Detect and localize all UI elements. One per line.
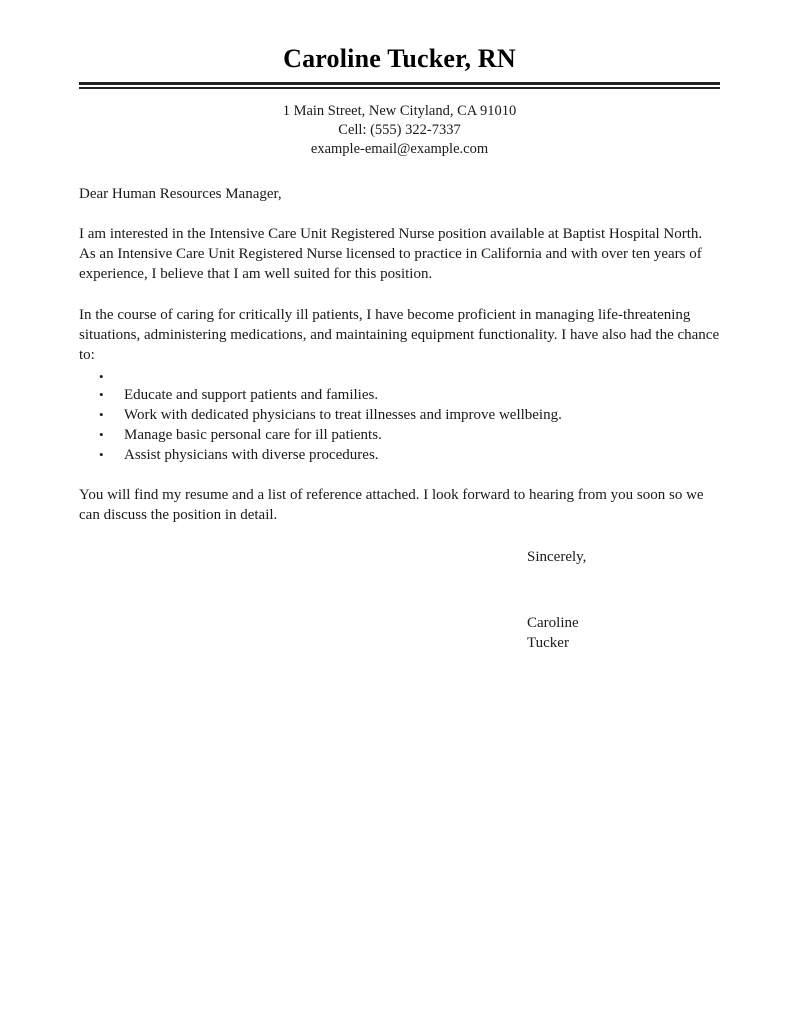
bullet-icon: • xyxy=(99,447,104,463)
contact-email: example-email@example.com xyxy=(310,141,489,158)
divider-rule-thin xyxy=(79,87,720,89)
list-item xyxy=(79,368,720,386)
list-item xyxy=(79,446,720,466)
paragraph-lead-in: In the course of caring for critically ill patients, I have become proficient in managing life-threatening situations, administering medications, and maintaining equipment functionality. I have also had the chance to: xyxy=(79,307,720,364)
letter-content xyxy=(79,0,720,654)
signer-last-name: Tucker xyxy=(527,634,569,651)
bullet-icon: • xyxy=(99,369,104,385)
list-item-label: Manage basic personal care for ill patients. xyxy=(124,427,382,444)
salutation: Dear Human Resources Manager, xyxy=(79,185,282,202)
page-title: Caroline Tucker, RN xyxy=(283,44,516,73)
letterhead xyxy=(79,0,720,160)
letter-body xyxy=(79,185,720,526)
list-item-label: Work with dedicated physicians to treat illnesses and improve wellbeing. xyxy=(124,407,562,424)
contact-address: 1 Main Street, New Cityland, CA 91010 xyxy=(282,102,517,119)
bullet-icon: • xyxy=(99,387,104,403)
list-item xyxy=(79,406,720,426)
contact-info xyxy=(79,102,720,160)
list-item-label: Educate and support patients and families. xyxy=(124,387,379,404)
list-item xyxy=(79,386,720,406)
bullet-icon: • xyxy=(99,407,104,423)
bullet-icon: • xyxy=(99,427,104,443)
sign-off: Sincerely, xyxy=(527,548,587,565)
header-divider xyxy=(79,82,720,89)
signature-block xyxy=(79,548,720,654)
paragraph-closing: You will find my resume and a list of reference attached. I look forward to hearing from you soon so we can discuss the position in detail. xyxy=(79,487,704,523)
paragraph-intro: I am interested in the Intensive Care Unit Registered Nurse position available at Baptist Hospital North. As an Intensive Care Unit Registered Nurse licensed to practice in California and with over ten years of experience, I believe that I am well suited for this position. xyxy=(79,225,703,282)
list-item-label: Assist physicians with diverse procedures. xyxy=(124,447,379,464)
list-item xyxy=(79,426,720,446)
contact-phone: Cell: (555) 322-7337 xyxy=(338,122,461,139)
signer-name xyxy=(527,614,720,654)
signer-first-name: Caroline xyxy=(527,614,579,631)
qualifications-list xyxy=(79,368,720,466)
